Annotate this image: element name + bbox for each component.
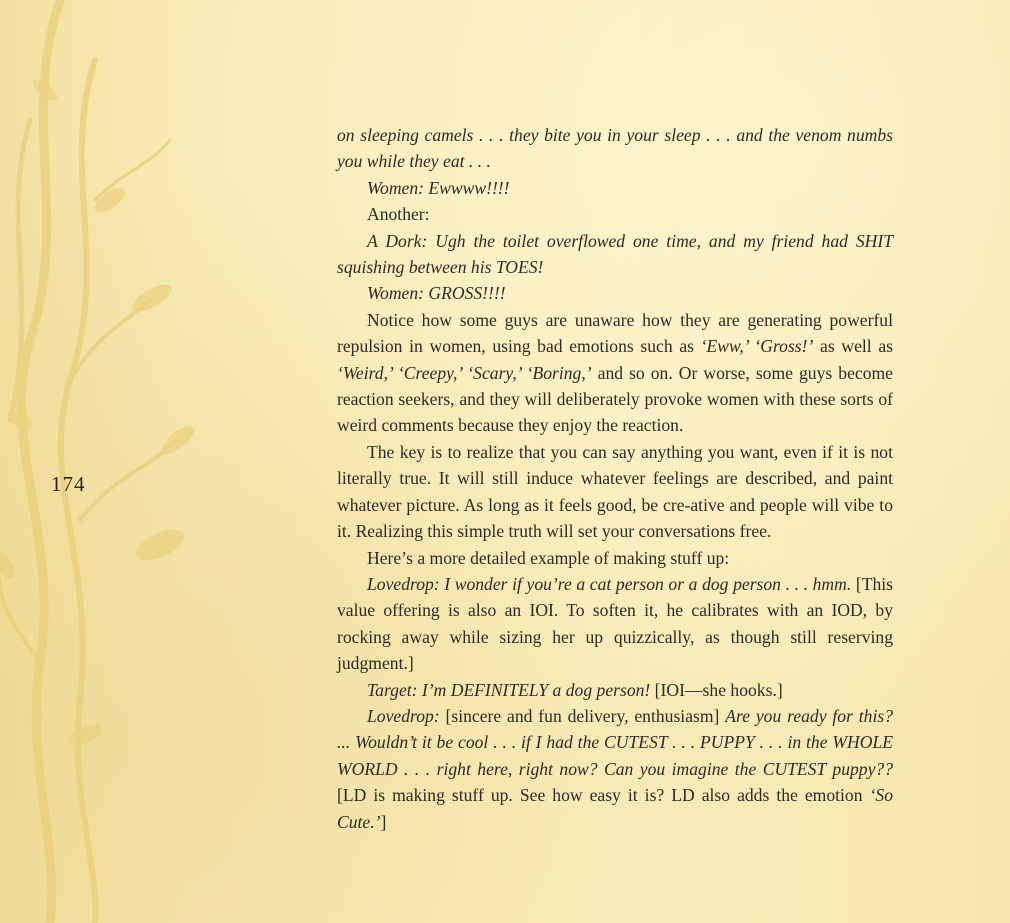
text-run: ] <box>380 811 387 832</box>
italic-text-run: A Dork: Ugh the toilet overflowed one time, and my friend had SHIT squishing between his TOES! <box>337 230 893 278</box>
paragraph <box>337 703 893 835</box>
body-text <box>337 122 893 835</box>
paragraph <box>337 280 893 306</box>
italic-text-run: Are you ready for this? ... Wouldn’t it be cool . . . if I had the CUTEST . . . PUPPY . . . in the WHOLE WORLD . . . right here, right now? Can you imagine the CUTEST puppy?? <box>337 705 894 779</box>
italic-text-run: ‘Weird,’ ‘Creepy,’ ‘Scary,’ ‘Boring,’ <box>337 362 592 383</box>
text-run: [IOI—she hooks.] <box>650 679 783 700</box>
italic-text-run: Lovedrop: <box>367 705 440 726</box>
text-run: [sincere and fun delivery, enthusiasm] <box>439 705 726 726</box>
text-run: [This value offering is also an IOI. To soften it, he calibrates with an IOD, by rocking away while sizing her up quizzically, as though still reserving judgment.] <box>337 573 893 674</box>
paragraph <box>337 201 893 227</box>
text-run: as well as <box>813 336 893 357</box>
text-run: The key is to realize that you can say anything you want, even if it is not literally true. It will still induce whatever feelings are described, and paint whatever picture. As long as it feels good, be cre-ative and people will vibe to it. Realizing this simple truth will set your conversations free. <box>337 441 893 542</box>
page-number: 174 <box>51 472 86 496</box>
text-run: Another: <box>367 204 430 225</box>
text-run: Here’s a more detailed example of making stuff up: <box>367 547 730 568</box>
italic-text-run: Lovedrop: I wonder if you’re a cat person or a dog person . . . hmm. <box>367 573 852 594</box>
paragraph <box>337 545 893 571</box>
paragraph <box>337 175 893 201</box>
italic-text-run: ‘So Cute.’ <box>337 785 893 832</box>
paragraph <box>337 228 893 281</box>
decorative-vine-illustration <box>0 0 220 923</box>
paragraph <box>337 307 893 439</box>
italic-text-run: on sleeping camels . . . they bite you in your sleep . . . and the venom numbs you while they eat . . . <box>337 125 893 172</box>
italic-text-run: Women: GROSS!!!! <box>367 283 506 304</box>
paragraph <box>337 439 893 545</box>
text-run: [LD is making stuff up. See how easy it is? LD also adds the emotion <box>337 785 870 806</box>
paragraph <box>337 571 893 677</box>
italic-text-run: ‘Eww,’ ‘Gross!’ <box>700 336 814 357</box>
text-run: and so on. Or worse, some guys become reaction seekers, and they will deliberately provoke women with these sorts of weird comments because they enjoy the reaction. <box>337 362 893 436</box>
paragraph <box>337 122 893 175</box>
italic-text-run: Target: I’m DEFINITELY a dog person! <box>367 679 651 700</box>
text-run: Notice how some guys are unaware how they are generating powerful repulsion in women, using bad emotions such as <box>337 309 893 357</box>
paragraph <box>337 677 893 703</box>
italic-text-run: Women: Ewwww!!!! <box>367 177 510 198</box>
